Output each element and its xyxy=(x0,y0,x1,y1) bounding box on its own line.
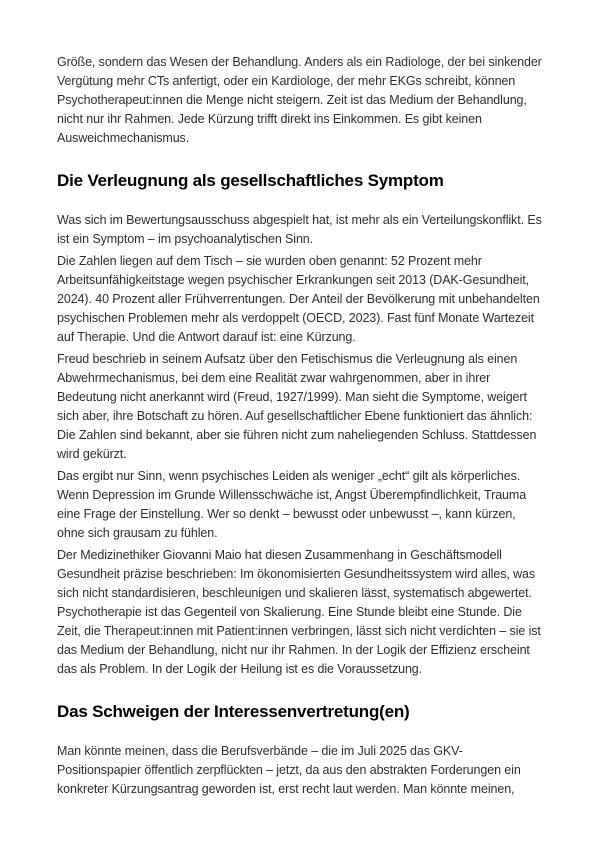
paragraph-bewertungsausschuss: Was sich im Bewertungsausschuss abgespielt hat, ist mehr als ein Verteilungskonflikt. Es ist ein Symptom – im psychoanalytischen Sinn. xyxy=(57,213,542,246)
section-heading-schweigen: Das Schweigen der Interessenvertretung(en) xyxy=(57,702,410,721)
paragraph-freud: Freud beschrieb in seinem Aufsatz über den Fetischismus die Verleugnung als einen Abwehrmechanismus, bei dem eine Realität zwar wahrgenommen, aber in ihrer Bedeutung nicht anerkannt wird (Freud, 1927/1999). Man sieht die Symptome, weigert sich aber, ihre Botschaft zu hören. Auf gesellschaftlicher Ebene funktioniert das ähnlich: Die Zahlen sind bekannt, aber sie führen nicht zum naheliegenden Schluss. Stattdessen wird gekürzt. xyxy=(57,352,537,461)
paragraph-zahlen: Die Zahlen liegen auf dem Tisch – sie wurden oben genannt: 52 Prozent mehr Arbeitsunfähigkeitstage wegen psychischer Erkrankungen seit 2013 (DAK-Gesundheit, 2024). 40 Prozent aller Frühverrentungen. Der Anteil der Bevölkerung mit unbehandelten psychischen Problemen mehr als verdoppelt (OECD, 2023). Fast fünf Monate Wartezeit auf Therapie. Und die Antwort darauf ist: eine Kürzung. xyxy=(57,254,540,344)
paragraph-berufsverbaende: Man könnte meinen, dass die Berufsverbände – die im Juli 2025 das GKV-Positionspapier öffentlich zerpflückten – jetzt, da aus den abstrakten Forderungen ein konkreter Kürzungsantrag geworden ist, erst recht laut werden. Man könnte meinen, xyxy=(57,744,521,796)
paragraph-maio: Der Medizinethiker Giovanni Maio hat diesen Zusammenhang in Geschäftsmodell Gesundheit präzise beschrieben: Im ökonomisierten Gesundheitssystem wird alles, was sich nicht standardisieren, beschleunigen und skalieren lässt, systematisch abgewertet. Psychotherapie ist das Gegenteil von Skalierung. Eine Stunde bleibt eine Stunde. Die Zeit, die Therapeut:innen mit Patient:innen verbringen, lässt sich nicht verdichten – sie ist das Medium der Behandlung, nicht nur ihr Rahmen. In der Logik der Effizienz erscheint das als Problem. In der Logik der Heilung ist es die Voraussetzung. xyxy=(57,548,541,676)
paragraph-psychisches-leiden: Das ergibt nur Sinn, wenn psychisches Leiden als weniger „echt“ gilt als körperliches. Wenn Depression im Grunde Willensschwäche ist, Angst Überempfindlichkeit, Trauma eine Frage der Einstellung. Wer so denkt – bewusst oder unbewusst –, kann kürzen, ohne sich grausam zu fühlen. xyxy=(57,469,527,540)
intro-paragraph: Größe, sondern das Wesen der Behandlung. Anders als ein Radiologe, der bei sinkender Vergütung mehr CTs anfertigt, oder ein Kardiologe, der mehr EKGs schreibt, können Psychotherapeut:innen die Menge nicht steigern. Zeit ist das Medium der Behandlung, nicht nur ihr Rahmen. Jede Kürzung trifft direkt ins Einkommen. Es gibt keinen Ausweichmechanismus. xyxy=(57,55,542,145)
section-heading-verleugnung: Die Verleugnung als gesellschaftliches Symptom xyxy=(57,171,444,190)
